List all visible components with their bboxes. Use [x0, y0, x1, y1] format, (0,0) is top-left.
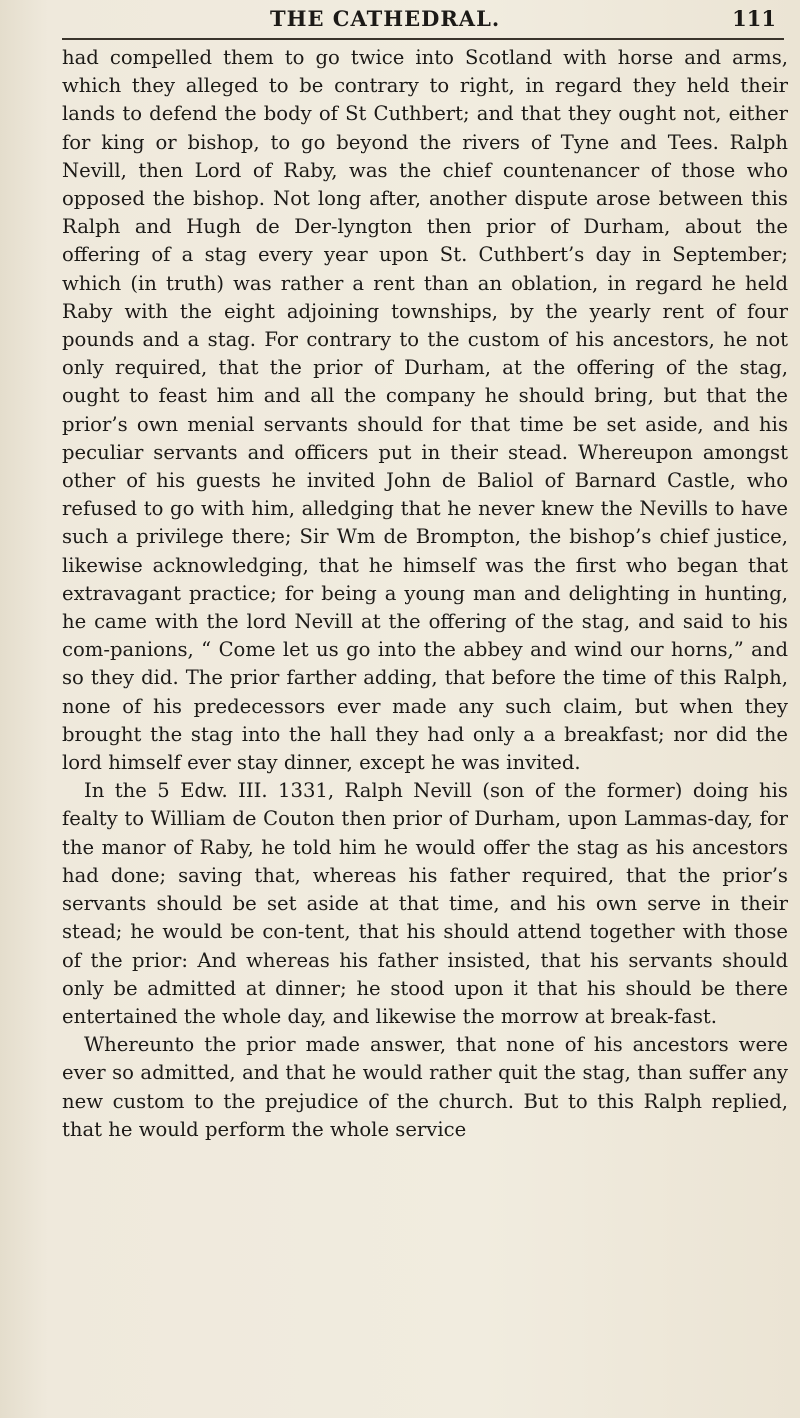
paragraph-2: In the 5 Edw. III. 1331, Ralph Nevill (son of the former) doing his fealty to William de Couton then prior of Durham, upon Lammas-day, for the manor of Raby, he told him he would offer the stag as his ancestors had done; saving that, whereas his father required, that the prior’s servants should be set aside at that time, and his own serve in their stead; he would be con-tent, that his should attend together with those of the prior: And whereas his father insisted, that his servants should only be admitted at dinner; he stood upon it that his should be there entertained the whole day, and likewise the morrow at break-fast.	[62, 779, 788, 1028]
running-head: THE CATHEDRAL.	[270, 6, 501, 31]
paragraph-3: Whereunto the prior made answer, that none of his ancestors were ever so admitted, and that he would rather quit the stag, than suffer any new custom to the prejudice of the church. But to this Ralph replied, that he would perform the whole service	[62, 1033, 788, 1141]
page-number: 111	[732, 6, 776, 31]
paragraph-1: had compelled them to go twice into Scotland with horse and arms, which they alleged to be contrary to right, in regard they held their lands to defend the body of St Cuthbert; and that they ought not, either for king or bishop, to go beyond the rivers of Tyne and Tees. Ralph Nevill, then Lord of Raby, was the chief countenancer of those who opposed the bishop. Not long after, another dispute arose between this Ralph and Hugh de Der-lyngton then prior of Durham, about the offering of a stag every year upon St. Cuthbert’s day in September; which (in truth) was rather a rent than an oblation, in regard he held Raby with the eight adjoining townships, by the yearly rent of four pounds and a stag. For contrary to the custom of his ancestors, he not only required, that the prior of Durham, at the offering of the stag, ought to feast him and all the company he should bring, but that the prior’s own menial servants should for that time be set aside, and his peculiar servants and officers put in their stead. Whereupon amongst other of his guests he invited John de Baliol of Barnard Castle, who refused to go with him, alledging that he never knew the Nevills to have such a privilege there; Sir Wm de Brompton, the bishop’s chief justice, likewise acknowledging, that he himself was the first who began that extravagant practice; for being a young man and delighting in hunting, he came with the lord Nevill at the offering of the stag, and said to his com-panions, “ Come let us go into the abbey and wind our horns,” and so they did. The prior farther adding, that before the time of this Ralph, none of his predecessors ever made any such claim, but when they brought the stag into the hall they had only a a breakfast; nor did the lord himself ever stay dinner, except he was invited.	[62, 46, 788, 775]
page-header	[60, 4, 790, 34]
body-text	[62, 44, 788, 1144]
header-rule	[62, 38, 784, 40]
